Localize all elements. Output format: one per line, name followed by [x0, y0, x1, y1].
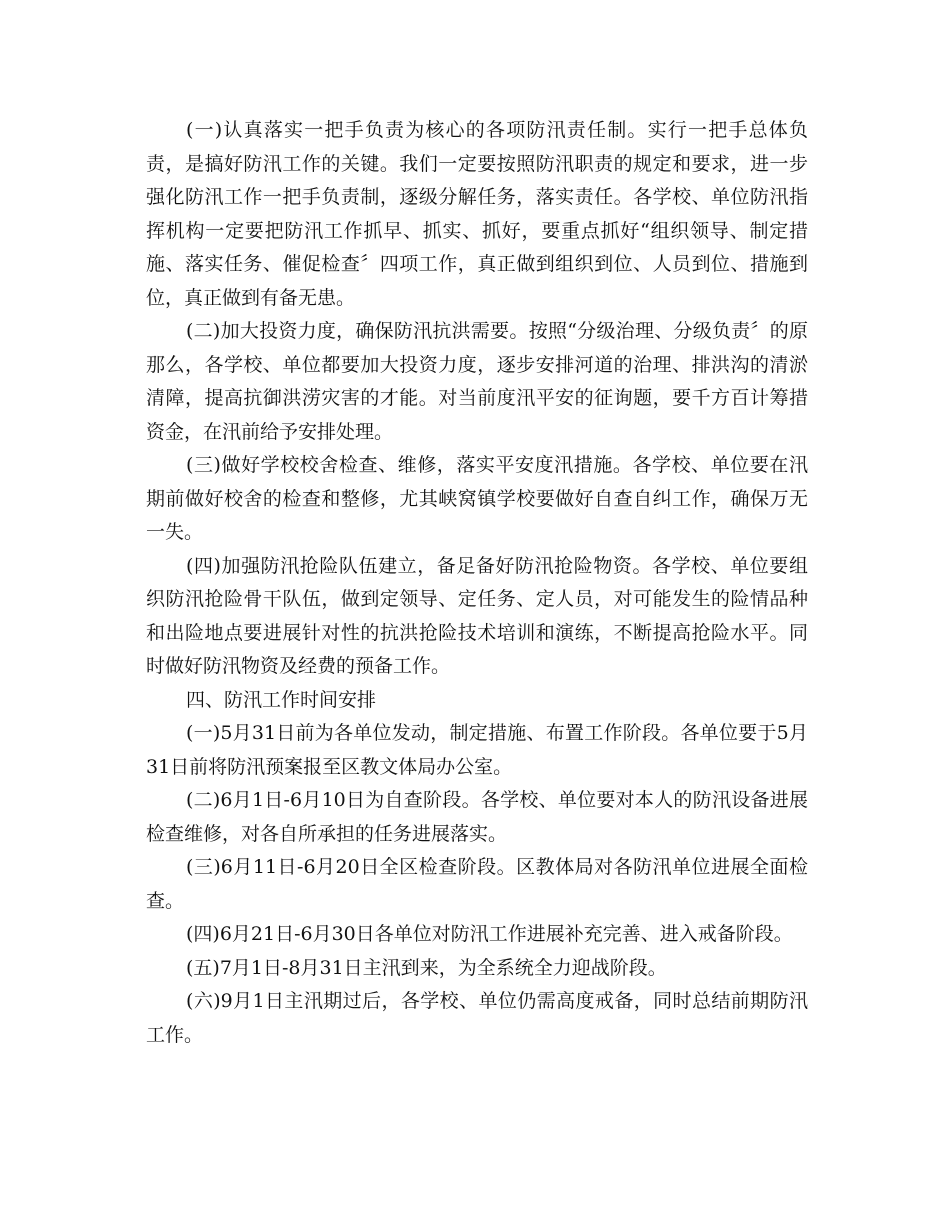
paragraph-3: (三)做好学校校舍检查、维修，落实平安度汛措施。各学校、单位要在汛期前做好校舍的检查和整修，尤其峡窝镇学校要做好自查自纠工作，确保万无一失。: [146, 454, 808, 543]
schedule-item-6: (六)9月1日主汛期过后，各学校、单位仍需高度戒备，同时总结前期防汛工作。: [146, 990, 808, 1046]
paragraph-4: (四)加强防汛抢险队伍建立，备足备好防汛抢险物资。各学校、单位要组织防汛抢险骨干队伍，做到定领导、定任务、定人员，对可能发生的险情品种和出险地点要进展针对性的抗洪抢险技术培训和演练，不断提高抢险水平。同时做好防汛物资及经费的预备工作。: [146, 554, 808, 677]
schedule-item-4: (四)6月21日-6月30日各单位对防汛工作进展补充完善、进入戒备阶段。: [186, 923, 793, 945]
section-heading-schedule: 四、防汛工作时间安排: [186, 688, 377, 711]
schedule-item-3: (三)6月11日-6月20日全区检查阶段。区教体局对各防汛单位进展全面检查。: [146, 856, 808, 912]
paragraph-1: (一)认真落实一把手负责为核心的各项防汛责任制。实行一把手总体负责，是搞好防汛工作的关键。我们一定要按照防汛职责的规定和要求，进一步强化防汛工作一把手负责制，逐级分解任务，落实责任。各学校、单位防汛指挥机构一定要把防汛工作抓早、抓实、抓好，要重点抓好“组织领导、制定措施、落实任务、催促检查〞四项工作，真正做到组织到位、人员到位、措施到位，真正做到有备无患。: [146, 119, 808, 309]
schedule-item-5: (五)7月1日-8月31日主汛到来，为全系统全力迎战阶段。: [186, 956, 667, 979]
schedule-item-2: (二)6月1日-6月10日为自查阶段。各学校、单位要对本人的防汛设备进展检查维修，对各自所承担的任务进展落实。: [146, 789, 808, 845]
paragraph-2: (二)加大投资力度，确保防汛抗洪需要。按照“分级治理、分级负责〞的原那么，各学校、单位都要加大投资力度，逐步安排河道的治理、排洪沟的清淤清障，提高抗御洪涝灾害的才能。对当前度汛平安的征询题，要千方百计筹措资金，在汛前给予安排处理。: [146, 320, 808, 443]
schedule-item-1: (一)5月31日前为各单位发动，制定措施、布置工作阶段。各单位要于5月31日前将防汛预案报至区教文体局办公室。: [146, 722, 808, 778]
document-body: [146, 114, 808, 1052]
